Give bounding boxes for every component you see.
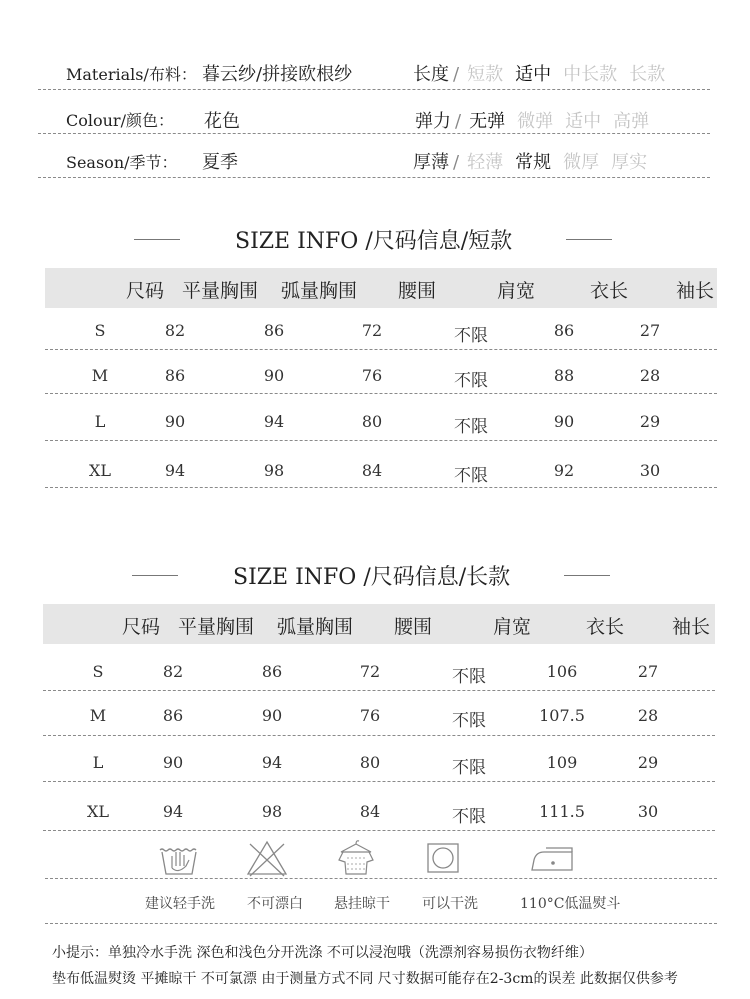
elasticity-option: 高弹 bbox=[613, 111, 650, 132]
table-cell: 72 bbox=[359, 662, 381, 681]
length-option: 短款 bbox=[467, 64, 504, 85]
table-cell: 94 bbox=[261, 753, 283, 772]
elasticity-option: 微弹 bbox=[517, 111, 554, 132]
column-header: 平量胸围 bbox=[177, 616, 254, 638]
table-cell: 92 bbox=[553, 461, 575, 480]
divider bbox=[38, 177, 710, 178]
table-cell: 107.5 bbox=[539, 706, 585, 725]
table-cell: 76 bbox=[359, 706, 381, 725]
elasticity-scale-label: 弹力 bbox=[415, 111, 451, 132]
table-cell: M bbox=[91, 366, 109, 385]
care-label: 建议轻手洗 bbox=[145, 896, 215, 912]
hand-wash-icon bbox=[156, 838, 202, 878]
table-cell: 82 bbox=[164, 321, 186, 340]
row-divider bbox=[43, 735, 715, 736]
table-cell: 90 bbox=[261, 706, 283, 725]
row-divider bbox=[43, 690, 715, 691]
table-cell: 30 bbox=[639, 461, 661, 480]
divider bbox=[45, 878, 717, 879]
table-cell: 90 bbox=[162, 753, 184, 772]
tip-line-1: 小提示：单独冷水手洗 深色和浅色分开洗涤 不可以浸泡哦（洗漂剂容易损伤衣物纤维） bbox=[52, 945, 593, 961]
table-cell: S bbox=[94, 321, 106, 340]
table-cell: 86 bbox=[261, 662, 283, 681]
title-rule-left bbox=[132, 575, 178, 576]
table-cell: 29 bbox=[637, 753, 659, 772]
table-cell: 98 bbox=[263, 461, 285, 480]
table-cell: 29 bbox=[639, 412, 661, 431]
table-cell: 不限 bbox=[454, 371, 488, 391]
season-value: 夏季 bbox=[202, 152, 238, 173]
table-cell: 80 bbox=[361, 412, 383, 431]
table-cell: 30 bbox=[637, 802, 659, 821]
care-label: 可以干洗 bbox=[422, 896, 478, 912]
column-header: 弧量胸围 bbox=[276, 616, 353, 638]
column-header: 平量胸围 bbox=[181, 280, 258, 302]
table-cell: L bbox=[92, 753, 104, 772]
length-option: 长款 bbox=[629, 64, 666, 85]
table-cell: 80 bbox=[359, 753, 381, 772]
column-header: 尺码 bbox=[125, 280, 164, 302]
row-divider bbox=[43, 781, 715, 782]
row-divider bbox=[45, 393, 717, 394]
column-header: 腰围 bbox=[393, 616, 432, 638]
table-cell: 86 bbox=[553, 321, 575, 340]
table-cell: 86 bbox=[162, 706, 184, 725]
table-cell: XL bbox=[86, 802, 109, 821]
table-cell: 90 bbox=[164, 412, 186, 431]
materials-value: 暮云纱/拼接欧根纱 bbox=[202, 64, 353, 85]
care-label: 悬挂晾干 bbox=[334, 896, 390, 912]
table-cell: 76 bbox=[361, 366, 383, 385]
table-cell: 106 bbox=[546, 662, 578, 681]
table-cell: 82 bbox=[162, 662, 184, 681]
column-header: 袖长 bbox=[671, 616, 710, 638]
title-rule-right bbox=[564, 575, 610, 576]
row-divider bbox=[45, 487, 717, 488]
column-header: 肩宽 bbox=[492, 616, 531, 638]
table-cell: S bbox=[92, 662, 104, 681]
hang-dry-icon bbox=[333, 838, 379, 878]
table-cell: 94 bbox=[164, 461, 186, 480]
table-cell: 88 bbox=[553, 366, 575, 385]
row-divider bbox=[43, 830, 715, 831]
table-cell: 28 bbox=[639, 366, 661, 385]
column-header: 衣长 bbox=[585, 616, 624, 638]
care-label: 110°C低温熨斗 bbox=[520, 896, 621, 912]
scale-separator: / bbox=[453, 64, 460, 85]
materials-label: Materials/布料： bbox=[66, 65, 197, 84]
table-cell: 不限 bbox=[452, 667, 486, 687]
scale-separator: / bbox=[453, 152, 460, 173]
elasticity-scale bbox=[415, 107, 661, 133]
table-cell: 不限 bbox=[454, 466, 488, 486]
scale-separator: / bbox=[455, 111, 462, 132]
no-bleach-icon bbox=[244, 838, 290, 878]
tip-line-2: 垫布低温熨烫 平摊晾干 不可氯漂 由于测量方式不同 尺寸数据可能存在2-3cm的误差 此数据仅供参考 bbox=[52, 971, 678, 987]
table-cell: 不限 bbox=[454, 326, 488, 346]
table-cell: 不限 bbox=[452, 711, 486, 731]
thickness-option: 厚实 bbox=[611, 152, 648, 173]
divider bbox=[38, 89, 710, 90]
dry-clean-icon bbox=[420, 838, 466, 878]
thickness-scale-label: 厚薄 bbox=[413, 152, 449, 173]
length-option: 中长款 bbox=[563, 64, 618, 85]
table-cell: 27 bbox=[637, 662, 659, 681]
table-cell: 不限 bbox=[452, 807, 486, 827]
table-cell: 90 bbox=[263, 366, 285, 385]
table-cell: 86 bbox=[164, 366, 186, 385]
table-cell: 98 bbox=[261, 802, 283, 821]
column-header: 尺码 bbox=[121, 616, 160, 638]
row-divider bbox=[45, 349, 717, 350]
length-option: 适中 bbox=[515, 64, 552, 85]
table-header bbox=[45, 268, 717, 308]
column-header: 腰围 bbox=[397, 280, 436, 302]
table-cell: 不限 bbox=[452, 758, 486, 778]
table-cell: 84 bbox=[359, 802, 381, 821]
elasticity-option: 适中 bbox=[565, 111, 602, 132]
column-header: 衣长 bbox=[589, 280, 628, 302]
column-header: 袖长 bbox=[675, 280, 714, 302]
care-label: 不可漂白 bbox=[247, 896, 303, 912]
table-cell: 72 bbox=[361, 321, 383, 340]
colour-value: 花色 bbox=[204, 111, 240, 132]
table-cell: 28 bbox=[637, 706, 659, 725]
row-divider bbox=[45, 440, 717, 441]
table-cell: 90 bbox=[553, 412, 575, 431]
column-header: 弧量胸围 bbox=[280, 280, 357, 302]
elasticity-option: 无弹 bbox=[469, 111, 506, 132]
iron-low-icon bbox=[528, 838, 580, 878]
table-cell: 111.5 bbox=[539, 802, 585, 821]
season-label: Season/季节： bbox=[66, 153, 178, 172]
section-title-long: SIZE INFO /尺码信息/长款 bbox=[233, 565, 511, 590]
colour-label: Colour/颜色： bbox=[66, 111, 174, 130]
table-cell: 27 bbox=[639, 321, 661, 340]
thickness-scale bbox=[413, 148, 659, 174]
thickness-option: 轻薄 bbox=[467, 152, 504, 173]
table-cell: 不限 bbox=[454, 417, 488, 437]
section-title-short: SIZE INFO /尺码信息/短款 bbox=[235, 229, 513, 254]
length-scale bbox=[413, 60, 677, 86]
table-cell: 94 bbox=[263, 412, 285, 431]
title-rule-right bbox=[566, 239, 612, 240]
divider bbox=[45, 923, 717, 924]
table-cell: XL bbox=[88, 461, 111, 480]
table-cell: 84 bbox=[361, 461, 383, 480]
table-cell: M bbox=[89, 706, 107, 725]
divider bbox=[38, 133, 710, 134]
thickness-option: 常规 bbox=[515, 152, 552, 173]
table-cell: 109 bbox=[546, 753, 578, 772]
table-cell: 94 bbox=[162, 802, 184, 821]
table-header bbox=[43, 604, 715, 644]
title-rule-left bbox=[134, 239, 180, 240]
table-cell: L bbox=[94, 412, 106, 431]
column-header: 肩宽 bbox=[496, 280, 535, 302]
length-scale-label: 长度 bbox=[413, 64, 449, 85]
table-cell: 86 bbox=[263, 321, 285, 340]
thickness-option: 微厚 bbox=[563, 152, 600, 173]
